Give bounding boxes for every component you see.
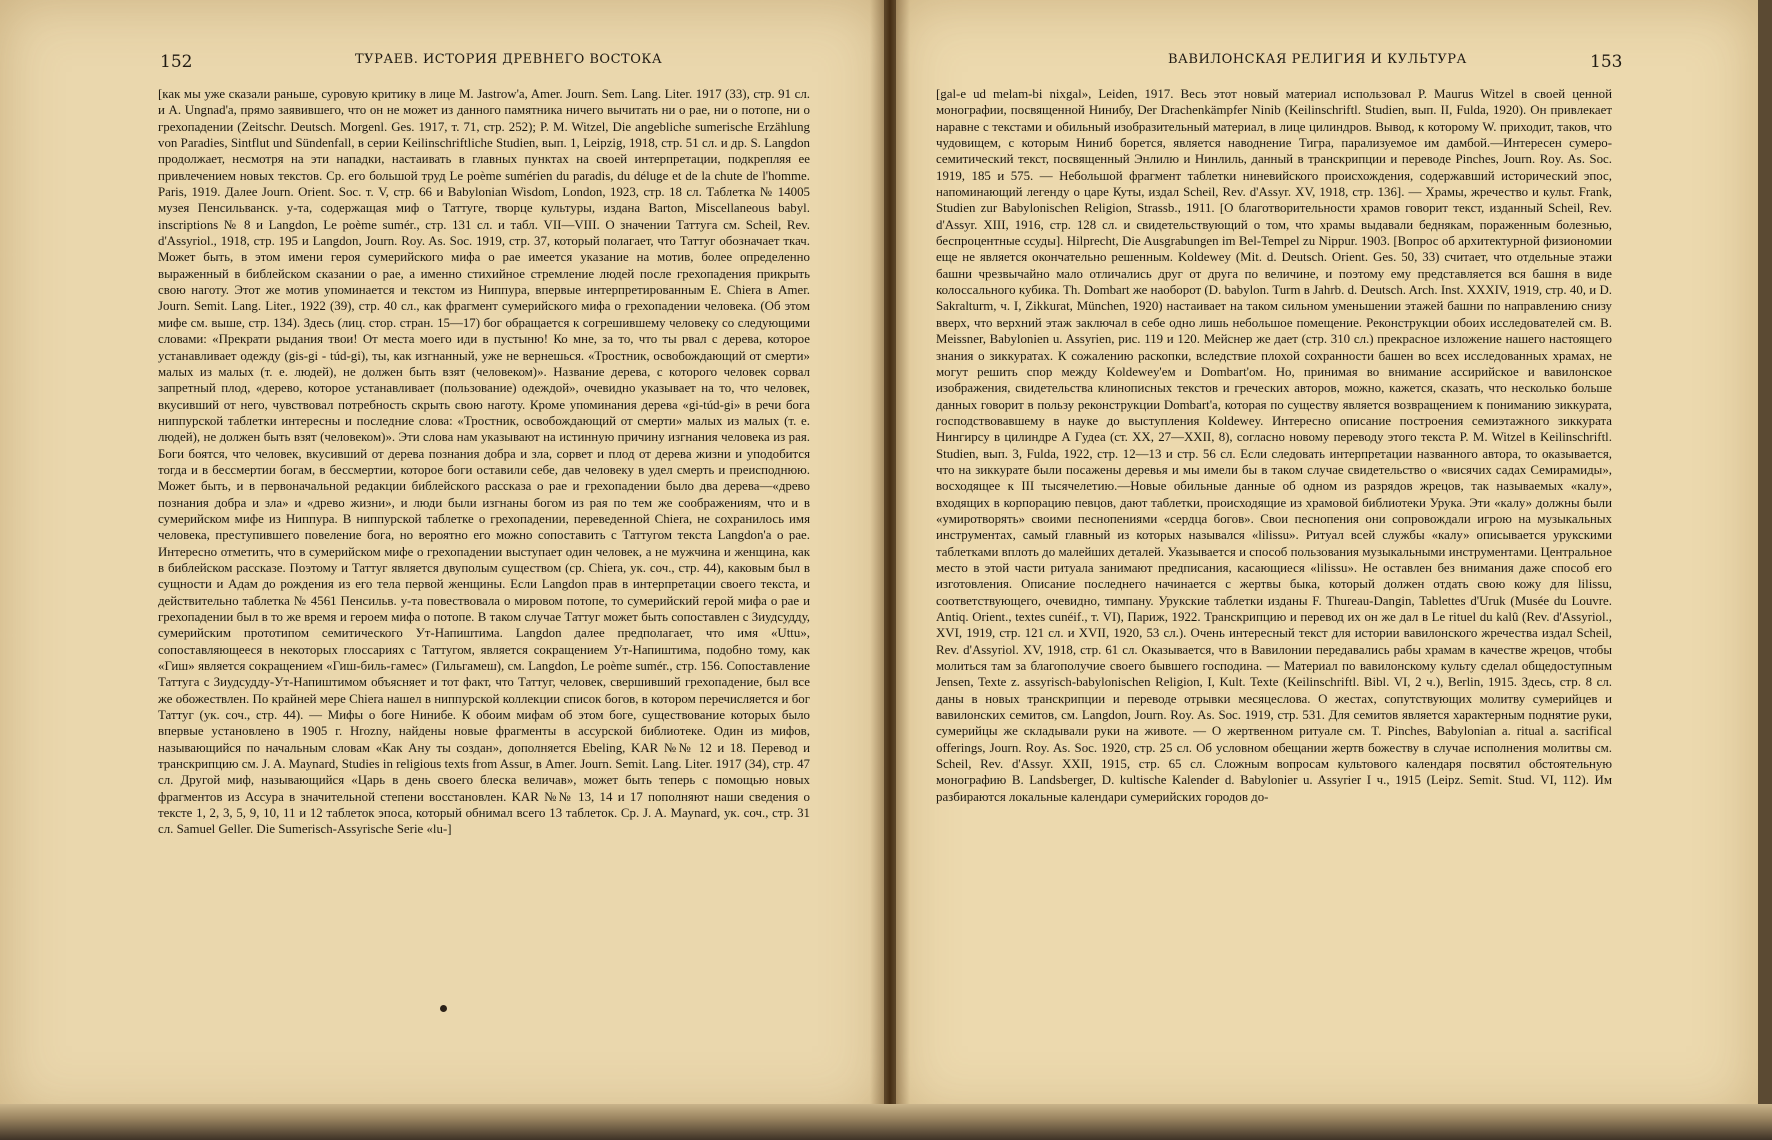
book-gutter	[870, 0, 910, 1118]
right-page-number: 153	[1590, 52, 1623, 72]
right-page-body: [gal-e ud melam-bi nixgal», Leiden, 1917. Весь этот новый материал использовал P. Maurus Witzel в своей ценной монографии, посвященной Нинибу, Der Drachenkämpfer Ninib (Keilinschriftl. Studien, вып. II, Fulda, 1920). Он привлекает наравне с текстами и обильный изобразительный материал, в лице цилиндров. Вывод, к которому W. приходит, таков, что чудовищем, с которым Ниниб борется, является наводнение Тигра, парализуемое им дамбой.—Интересен сумеро-семитический текст, посвященный Энлилю и Нинлиль, данный в транскрипции и переводе Pinches, Journ. Roy. As. Soc. 1919, 185 и 575. — Небольшой фрагмент таблетки ниневийского происхождения, содержавший исторический эпос, напоминающий легенду о царе Куты, издал Scheil, Rev. d'Assyr. XV, 1918, стр. 136]. — Храмы, жречество и культ. Frank, Studien zur Babylonischen Religion, Strassb., 1911. [О благотворительности храмов говорит текст, изданный Scheil, Rev. d'Assyr. XIII, 1916, стр. 128 сл. и свидетельствующий о том, что храмы выдавали беднякам, пораженным болезнью, беспроцентные ссуды]. Hilprecht, Die Ausgrabungen im Bel-Tempel zu Nippur. 1903. [Вопрос об архитектурной физиономии еще не является окончательно решенным. Koldewey (Mit. d. Deutsch. Orient. Ges. 50, 33) считает, что отдельные этажи башни чрезвычайно мало отличались друг от друга по величине, и поэтому ему представляется вся башня в виде колоссального кубика. Th. Dombart же наоборот (D. babylon. Turm в Jahrb. d. Deutsch. Arch. Inst. XXXIV, 1919, стр. 40, и D. Sakralturm, ч. I, Zikkurat, München, 1920) настаивает на таком сильном уменьшении этажей башни по направлению снизу вверх, что верхний этаж заключал в себе одно лишь небольшое помещение. Реконструкции обоих исследователей см. B. Meissner, Babylonien u. Assyrien, рис. 119 и 120. Мейснер же дает (стр. 310 сл.) прекрасное изложение нашего настоящего знания о зиккуратах. К сожалению раскопки, вследствие плохой сохранности башен во всех исследованных храмах, не могут решить спор между Koldewey'ем и Dombart'ом. Но, принимая во внимание ассирийское и вавилонское изображения, свидетельства клинописных текстов и греческих авторов, можно, кажется, сказать, что несколько больше данных говорит в пользу реконструкции Dombart'а, которая по существу является возвращением к пониманию зиккурата, господствовавшему в науке до выступления Koldewey. Интересно описание построения семиэтажного зиккурата Нингирсу в цилиндре А Гудеа (ст. XX, 27—XXII, 8), согласно новому переводу этого текста P. M. Witzel в Keilinschriftl. Studien, вып. 3, Fulda, 1922, стр. 12—13 и стр. 56 сл. Если следовать интерпретации названного автора, то оказывается, что на зиккурате были посажены деревья и мы имели бы в таком случае свидетельство о «висячих садах Семирамиды», восходящее к III тысячелетию.—Новые обильные данные об одном из разрядов жрецов, так называемых «калу», входящих в корпорацию певцов, дают таблетки, происходящие из храмовой библиотеки Урука. Эти «калу» должны были «умиротворять» своими песнопениями «сердца богов». Свои песнопения они сопровождали игрою на музыкальных инструментах, самый главный из которых назывался «lilissu». Ритуал всей службы «калу» описывается урукскими таблетками вплоть до малейших деталей. Указывается и способ пользования музыкальными инструментами. Центральное место в этой части ритуала занимают предписания, касающиеся «lilissu». Не оставлен без внимания даже способ его изготовления. Описание последнего начинается с жертвы быка, который должен отдать свою кожу для lilissu, соответствующего, очевидно, тимпану. Урукские таблетки изданы F. Thureau-Dangin, Tablettes d'Uruk (Musée du Louvre. Antiq. Orient., textes cunéif., т. VI), Париж, 1922. Транскрипцию и перевод их он же дал в Le rituel du kalû (Rev. d'Assyriol., XVI, 1919, стр. 121 сл. и XVII, 1920, 53 сл.). Очень интересный текст для истории вавилонского жречества издал Scheil, Rev. d'Assyriol. XV, 1918, стр. 61 сл. Оказывается, что в Вавилонии передавались рабы храмам в качестве жрецов, чтобы молиться там за благополучие своего бывшего господина. — Материал по вавилонскому культу сделал общедоступным Jensen, Texte z. assyrisch-babylonischen Religion, I, Kult. Texte (Keilinschriftl. Bibl. VI, 2 ч.), Berlin, 1915. Здесь, стр. 8 сл. даны в новых транскрипции и переводе отрывки месяцеслова. О жестах, сопутствующих молитву сумерийцев и вавилонских семитов, см. Langdon, Journ. Roy. As. Soc. 1919, стр. 531. Для семитов является характерным поднятие руки, сумерийцы же складывали руки на животе. — О жертвенном ритуале см. T. Pinches, Babylonian a. ritual a. sacrifical offerings, Journ. Roy. As. Soc. 1920, стр. 25 сл. Об условном обещании жертв божеству в случае исполнения молитвы см. Scheil, Rev. d'Assyr. XXII, 1915, стр. 65 сл. Сложным вопросам культового календаря посвятил обстоятельную монографию B. Landsberger, D. kultische Kalender d. Babylonier u. Assyrier I ч., 1915 (Leipz. Semit. Stud. VI, 112). Им разбираются локальные календари сумерийских городов до-	[936, 87, 1612, 804]
left-page-number: 152	[160, 52, 193, 72]
left-page-body: [как мы уже сказали раньше, суровую критику в лице M. Jastrow'a, Amer. Journ. Sem. Lang. Liter. 1917 (33), стр. 91 сл. и A. Ungnad'a, прямо заявившего, что он не может из данного памятника ничего вычитать ни о рае, ни о потопе, ни о грехопадении (Zeitschr. Deutsch. Morgenl. Ges. 1917, т. 71, стр. 252); P. M. Witzel, Die angebliche sumerische Erzählung von Paradies, Sintflut und Sündenfall, в серии Keilinschriftliche Studien, вып. 1, Leipzig, 1918, стр. 51 сл. и др. S. Langdon продолжает, несмотря на эти нападки, настаивать в главных пунктах на своей интерпретации, подкрепляя ее привлечением новых текстов. Ср. его большой труд Le poème sumérien du paradis, du déluge et de la chute de l'homme. Paris, 1919. Далее Journ. Orient. Soc. т. V, стр. 66 и Babylonian Wisdom, London, 1923, стр. 18 сл. Таблетка № 14005 музея Пенсильванск. у-та, содержащая миф о Таттуге, творце культуры, издана Barton, Miscellaneous babyl. inscriptions № 8 и Langdon, Le poème sumér., стр. 131 сл. и табл. VII—VIII. О значении Таттуга см. Scheil, Rev. d'Assyriol., 1918, стр. 195 и Langdon, Journ. Roy. As. Soc. 1919, стр. 37, который полагает, что Таттуг обозначает ткач. Может быть, в этом имени героя сумерийского мифа о рае имеется указание на мотив, более определенно выраженный в библейском сказании о рае, а именно стихийное стремление людей после грехопадения прикрыть свою наготу. Этот же мотив упоминается и текстом из Ниппура, впервые интерпретированным E. Chiera в Amer. Journ. Semit. Lang. Liter., 1922 (39), стр. 40 сл., как фрагмент сумерийского мифа о грехопадении человека. (Об этом мифе см. выше, стр. 134). Здесь (лиц. стор. стран. 15—17) бог обращается к согрешившему человеку со следующими словами: «Прекрати рыдания твои! От места моего иди в пустыню! Ко мне, за то, что ты рвал с дерева, которое устанавливает одежду (gis-gi - túd-gi), ты, как изгнанный, уже не вернешься. «Тростник, освобождающий от смерти» малых из малых (т. е. людей), не должен быть взят (человеком)». Название дерева, с которого человек сорвал запретный плод, «дерево, которое устанавливает (пользование) одеждой», очевидно указывает на то, что человек, вкусивший от него, чувствовал потребность скрыть свою наготу. Кроме упоминания дерева «gi-túd-gi» в речи бога ниппурской таблетки интересны и последние слова: «Тростник, освобождающий от смерти» малых из малых (т. е. людей), не должен быть взят (человеком)». Эти слова нам указывают на истинную причину изгнания человека из рая. Боги боятся, что человек, вкусивший от дерева познания добра и зла, сорвет и плод от дерева жизни и уподобится тогда и в бессмертии богам, в бессмертии, которое боги оставили себе, дав человеку в удел смерть и преисподнюю. Может быть, и в первоначальной редакции библейского рассказа о рае и грехопадении было два дерева—«древо познания добра и зла» и «древо жизни», и люди были изгнаны богом из рая по тем же соображениям, что и в сумерийском мифе из Ниппура. В ниппурской таблетке о грехопадении, переведенной Chiera, не сохранилось имя человека, преступившего повеление бога, но вероятно его можно сопоставить с Таттугом текста Langdon'а о рае. Интересно отметить, что в сумерийском мифе о грехопадении выступает один человек, а не мужчина и женщина, как в библейском рассказе. Поэтому и Таттуг является двуполым существом (ср. Chiera, ук. соч., стр. 44), каковым был в сущности и Адам до рождения из его тела первой женщины. Если Langdon прав в интерпретации своего текста, и действительно таблетка № 4561 Пенсильв. у-та повествовала о мировом потопе, то сумерийский герой мифа о рае и грехопадении был в то же время и героем мифа о потопе. В таком случае Таттуг может быть сопоставлен с Зиудсудду, сумерийским прототипом семитического Ут-Напиштима. Langdon далее предполагает, что имя «Uttu», сопоставляющееся в некоторых глоссариях с Таттугом, является сокращением Ут-Напиштима, подобно тому, как «Гиш» является сокращением «Гиш-биль-гамес» (Гильгамеш), см. Langdon, Le poème sumér., стр. 156. Сопоставление Таттуга с Зиудсудду-Ут-Напиштимом объясняет и тот факт, что Таттуг, человек, свершивший грехопадение, был все же обожествлен. По крайней мере Chiera нашел в ниппурской коллекции список богов, в котором перечисляется и бог Таттуг (ук. соч., стр. 44). — Мифы о боге Нинибе. К обоим мифам об этом боге, существование которых было впервые установлено в 1905 г. Hrozny, найдены новые фрагменты в ассурской библиотеке. Один из мифов, называющийся по начальным словам «Как Ану ты создан», дополняется Ebeling, KAR №№ 12 и 18. Перевод и транскрипцию см. J. A. Maynard, Studies in religious texts from Assur, в Amer. Journ. Semit. Lang. Liter. 1917 (34), стр. 47 сл. Другой миф, называющийся «Царь в день своего блеска величав», может быть теперь с помощью новых фрагментов из Ассура в значительной степени восстановлен. KAR №№ 13, 14 и 17 пополняют наши сведения о тексте 1, 2, 3, 5, 9, 10, 11 и 12 таблеток эпоса, который обнимал всего 13 таблеток. Ср. J. A. Maynard, ук. соч., стр. 31 сл. Samuel Geller. Die Sumerisch-Assyrische Serie «lu-]	[158, 87, 810, 837]
right-running-head: ВАВИЛОНСКАЯ РЕЛИГИЯ И КУЛЬТУРА	[1168, 52, 1467, 67]
ink-spot	[440, 1005, 447, 1012]
left-page	[0, 0, 884, 1118]
right-page	[896, 0, 1758, 1118]
left-running-head: ТУРАЕВ. ИСТОРИЯ ДРЕВНЕГО ВОСТОКА	[355, 52, 663, 67]
page-edges	[0, 1104, 1772, 1140]
